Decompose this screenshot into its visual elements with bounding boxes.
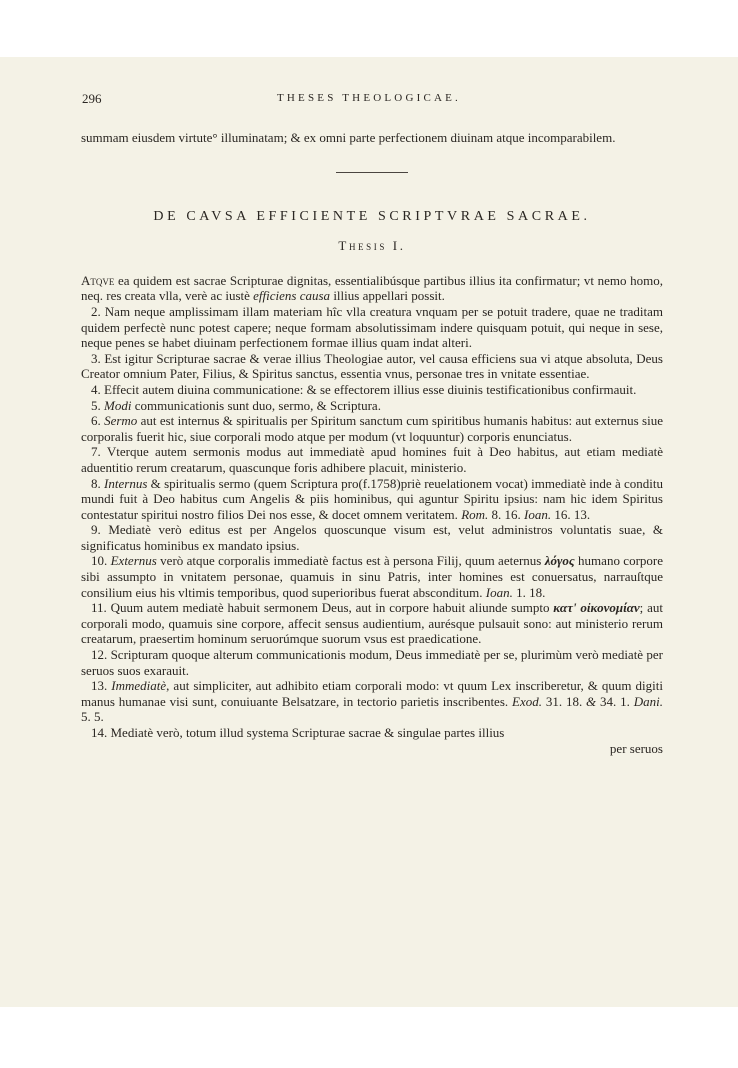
emphasis: efficiens causa bbox=[253, 288, 331, 304]
paragraph-number: 7. bbox=[91, 444, 101, 460]
body-text bbox=[81, 130, 663, 756]
ampersand: & bbox=[586, 693, 597, 709]
greek-word: λόγος bbox=[544, 553, 575, 569]
citation: Ioan. bbox=[524, 506, 552, 522]
paragraph-number: 12. bbox=[91, 647, 108, 663]
greek-phrase: κατ' οἰκονομίαν bbox=[553, 600, 640, 616]
citation: Dani. bbox=[633, 693, 663, 709]
paragraph-4: 4. Effecit autem diuina communicatione: & se effectorem illius esse diuinis testificationibus confirmauit. bbox=[91, 381, 637, 397]
paragraph-6: 6. Sermo aut est internus & spiritualis per Spiritum sanctum cum spiritibus humanis habitus: aut externus siue corporalis fuerit hic, siue corporali modo atque per modum (vt loquuntur) corporis enunciatus. bbox=[81, 413, 663, 444]
emphasis: Externus bbox=[110, 553, 157, 569]
paragraph-number: 14. bbox=[91, 725, 108, 740]
paragraph-3: 3. Est igitur Scripturae sacrae & verae illius Theologiae autor, vel causa efficiens sua vi atque absoluta, Deus Creator omnium Pater, Filius, & Spiritus sanctus, essentia vnus, personae tres in vnitate essentiae. bbox=[81, 350, 663, 382]
paragraph-number: 4. bbox=[91, 381, 101, 397]
paragraph-number: 8. bbox=[91, 475, 101, 491]
paragraph-1: Atqve ea quidem est sacrae Scripturae dignitas, essentialibúsque partibus illius ita confirmatur; vt nemo homo, neq. res creata vlla, verè ac iustè efficiens causa illius appellari possit. bbox=[81, 272, 663, 304]
paragraph-number: 5. bbox=[91, 397, 101, 413]
emphasis: Sermo bbox=[104, 413, 138, 429]
emphasis: Internus bbox=[104, 475, 148, 491]
running-title: THESES THEOLOGICAE. bbox=[276, 92, 462, 104]
emphasis: Immediatè bbox=[111, 678, 167, 694]
paragraph-12: 12. Scripturam quoque alterum communicationis modum, Deus immediatè per se, plurimùm verò mediatè per seruos suos exarauit. bbox=[81, 647, 663, 678]
paragraph-number: 9. bbox=[91, 522, 101, 538]
paragraph-14: 14. Mediatè verò, totum illud systema Scripturae sacrae & singulae partes illius bbox=[91, 725, 505, 740]
paragraph-11: 11. Quum autem mediatè habuit sermonem Deus, aut in corpore habuit aliunde sumpto κατ' οἰκονομίαν; aut corporali modo, quamuis sine corpore, affecit sensus audientium, aurésque pulsauit sono: aut ministerio rerum creatarum, praesertim hominum seruorúmque suorum vsus est praedicatione. bbox=[81, 600, 663, 647]
section-title: DE CAVSA EFFICIENTE SCRIPTVRAE SACRAE. bbox=[153, 208, 591, 224]
paragraph-2: 2. Nam neque amplissimam illam materiam hîc vlla creatura vnquam per se potuit tradere, quae ne traditam quidem perfectè nunc potest capere; neque formam absolutissimam indere quisquam potuit, qui neque in sese, neque penes se habet diuinam perfectionem formae illius quam indat alteri. bbox=[81, 303, 663, 351]
book-page bbox=[0, 57, 738, 1007]
paragraph-number: 3. bbox=[91, 350, 101, 366]
citation: Rom. bbox=[461, 506, 489, 522]
continuation-text: summam eiusdem virtute° illuminatam; & ex omni parte perfectionem diuinam atque incomparabilem. bbox=[81, 130, 616, 145]
catchword: per seruos bbox=[609, 740, 663, 756]
running-header bbox=[82, 91, 656, 111]
paragraph-5: 5. Modi communicationis sunt duo, sermo, & Scriptura. bbox=[91, 397, 381, 413]
paragraph-number: 13. bbox=[91, 678, 108, 694]
paragraph-8: 8. Internus & spiritualis sermo (quem Scriptura pro(f.1758)priè reuelationem vocat) immediatè inde à conditu mundi fuit à Deo habitus cum Angelis & piis hominibus, qui aguntur Spiritu ipsius: nam hic idem Spiritus contestatur spiritui nostro filios Dei nos esse, & docet omnem veritatem. Rom. 8. 16. Ioan. 16. 13. bbox=[81, 475, 664, 522]
paragraph-7: 7. Vterque autem sermonis modus aut immediatè apud homines fuit à Deo habitus, aut etiam mediatè aduentitio rerum creatarum, quascunque foris adhibere placuit, ministerio. bbox=[81, 444, 663, 475]
paragraph-number: 2. bbox=[91, 303, 101, 319]
citation: Exod. bbox=[512, 693, 542, 709]
thesis-title: Thesis I. bbox=[338, 238, 406, 254]
paragraph-number: 10. bbox=[91, 553, 108, 569]
lead-word: Atqve bbox=[81, 272, 115, 288]
paragraph-13: 13. Immediatè, aut simpliciter, aut adhibito etiam corporali modo: vt quum Lex inscriberetur, & quum digiti manus humanae visi sunt, conuiuante Belsatzare, in tectorio parietis inscribentes. Exod. 31. 18. & 34. 1. Dani. 5. 5. bbox=[81, 678, 664, 725]
section-divider bbox=[336, 172, 408, 173]
paragraph-number: 11. bbox=[91, 600, 107, 616]
paragraph-number: 6. bbox=[91, 413, 101, 429]
page-number: 296 bbox=[82, 91, 102, 106]
emphasis: Modi bbox=[104, 397, 132, 413]
citation: Ioan. bbox=[485, 584, 513, 600]
paragraph-9: 9. Mediatè verò editus est per Angelos quoscunque visum est, velut administros voluntatis suae, & significatus hominibus ex mandato ipsius. bbox=[81, 522, 663, 553]
paragraph-10: 10. Externus verò atque corporalis immediatè factus est à persona Filij, quum aeternus λόγος humano corpore sibi assumpto in vnitatem personae, quamuis in sinu Patris, inter homines est conuersatus, narrauſtque consilium eius his vltimis temporibus, quod superioribus fuerat absconditum. Ioan. 1. 18. bbox=[81, 553, 663, 600]
